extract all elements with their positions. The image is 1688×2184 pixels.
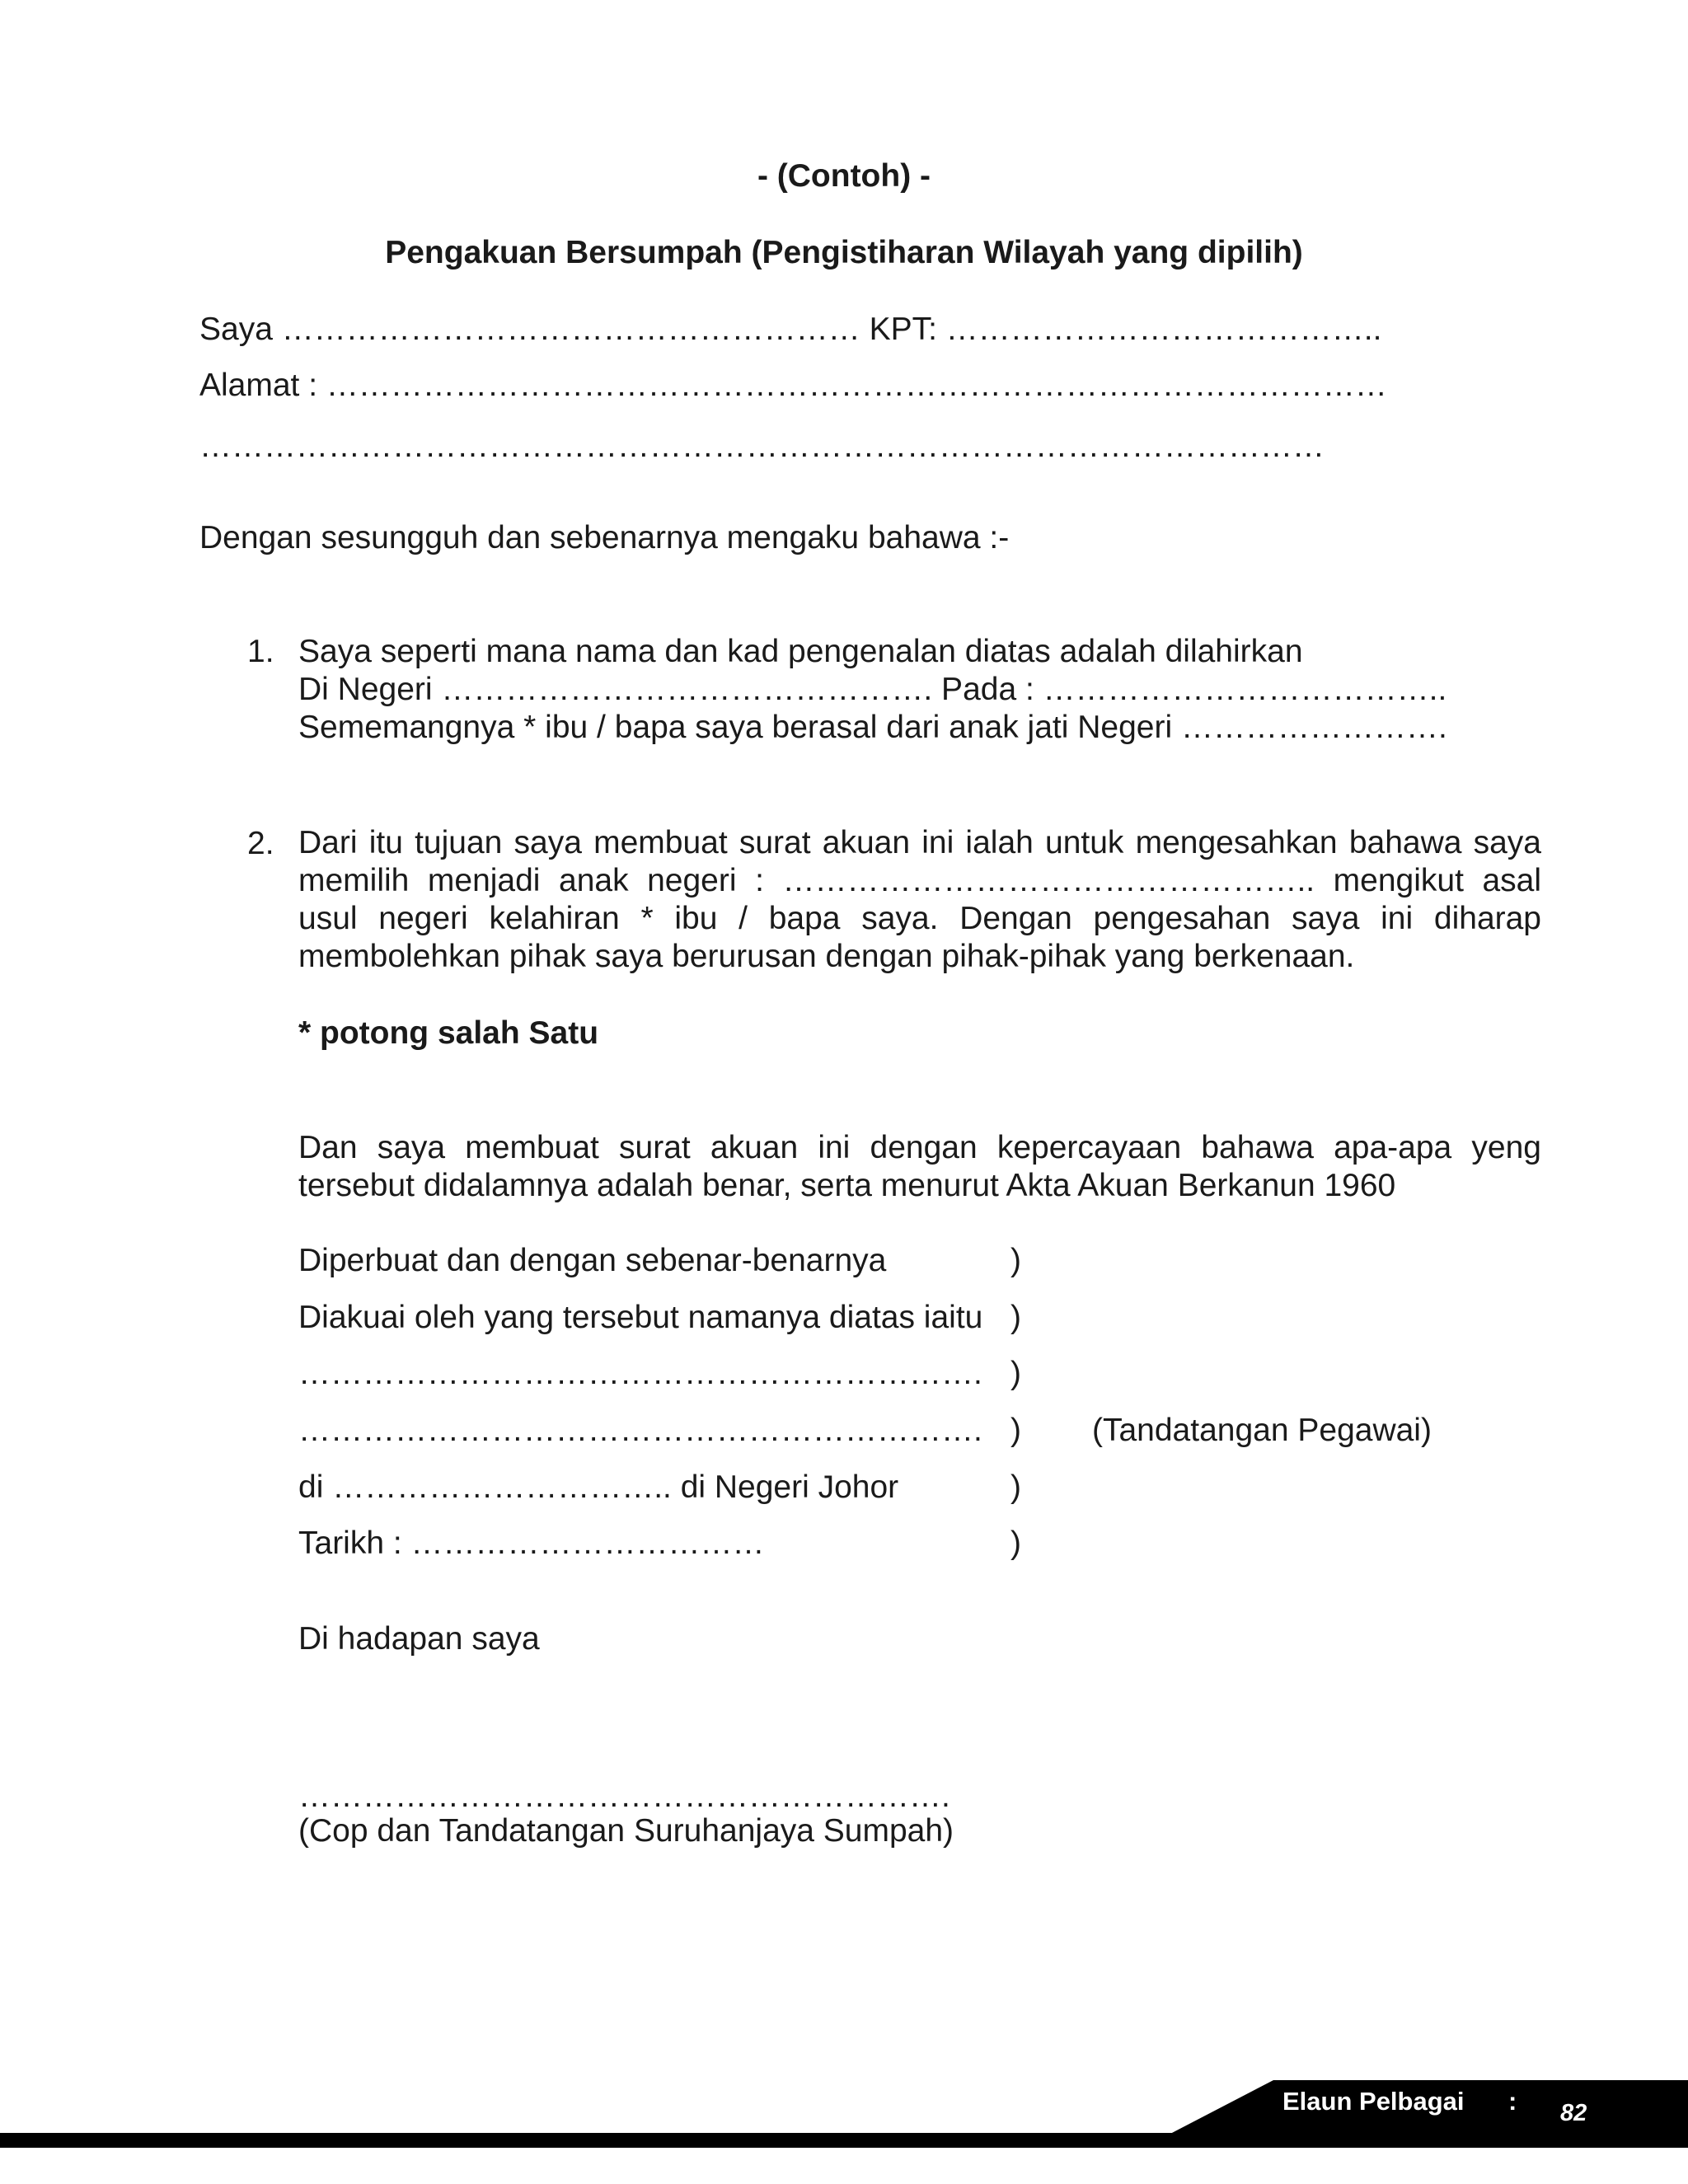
footer-separator: :	[1508, 2087, 1517, 2116]
sample-label: - (Contoh) -	[757, 158, 931, 194]
sign-bracket-3: )	[1010, 1356, 1021, 1391]
before-me-label: Di hadapan saya	[298, 1621, 540, 1657]
sign-line-3: ……………………………………………………….	[298, 1356, 982, 1391]
sign-bracket-6: )	[1010, 1526, 1021, 1561]
intro-statement: Dengan sesungguh dan sebenarnya mengaku bahawa :-	[199, 520, 1010, 555]
sign-bracket-5: )	[1010, 1469, 1021, 1505]
sign-line-6: Tarikh : ……………………………	[298, 1526, 765, 1561]
sign-line-5: di ………………………….. di Negeri Johor	[298, 1469, 899, 1505]
strike-one-note: * potong salah Satu	[298, 1015, 599, 1051]
sign-line-2: Diakuai oleh yang tersebut namanya diatas iaitu	[298, 1300, 983, 1335]
item-2-paragraph: Dari itu tujuan saya membuat surat akuan ini ialah untuk mengesahkan bahawa saya memilih menjadi anak negeri : ………………………………………….. mengikut asal usul negeri kelahiran * ibu / bapa saya. Dengan pengesahan saya ini diharap membolehkan pihak saya berurusan dengan pihak-pihak yang berkenaan.	[298, 825, 1541, 974]
item-1-line-1: Saya seperti mana nama dan kad pengenalan diatas adalah dilahirkan	[298, 634, 1303, 669]
officer-signature-label: (Tandatangan Pegawai)	[1092, 1413, 1432, 1448]
saya-kpt-line: Saya ……………………………………………… KPT: …………………………………..	[199, 312, 1382, 347]
page-number: 82	[1560, 2100, 1587, 2126]
alamat-line: Alamat : ………………………………………………………………………………………	[199, 368, 1387, 403]
item-1-number: 1.	[247, 634, 274, 669]
sign-bracket-4: )	[1010, 1413, 1021, 1448]
footer-section-label: Elaun Pelbagai	[1282, 2087, 1465, 2116]
commissioner-signature-line: …………………………………………………….	[298, 1779, 950, 1814]
sign-line-1: Diperbuat dan dengan sebenar-benarnya	[298, 1243, 887, 1278]
sign-line-4: ……………………………………………………….	[298, 1413, 982, 1448]
sign-bracket-2: )	[1010, 1300, 1021, 1335]
commissioner-label: (Cop dan Tandatangan Suruhanjaya Sumpah)	[298, 1813, 954, 1849]
declaration-paragraph: Dan saya membuat surat akuan ini dengan kepercayaan bahawa apa-apa yeng tersebut didalamnya adalah benar, serta menurut Akta Akuan Berkanun 1960	[298, 1130, 1541, 1203]
document-title: Pengakuan Bersumpah (Pengistiharan Wilayah yang dipilih)	[385, 235, 1303, 270]
item-2-number: 2.	[247, 826, 274, 861]
item-1-line-2: Di Negeri ………………………………………. Pada : ………………………………..	[298, 672, 1447, 707]
sign-bracket-1: )	[1010, 1243, 1021, 1278]
address-continuation-line: ……………………………………………………………………………………………	[199, 429, 1325, 464]
item-1-line-3: Sememangnya * ibu / bapa saya berasal dari anak jati Negeri …………………….	[298, 710, 1447, 745]
